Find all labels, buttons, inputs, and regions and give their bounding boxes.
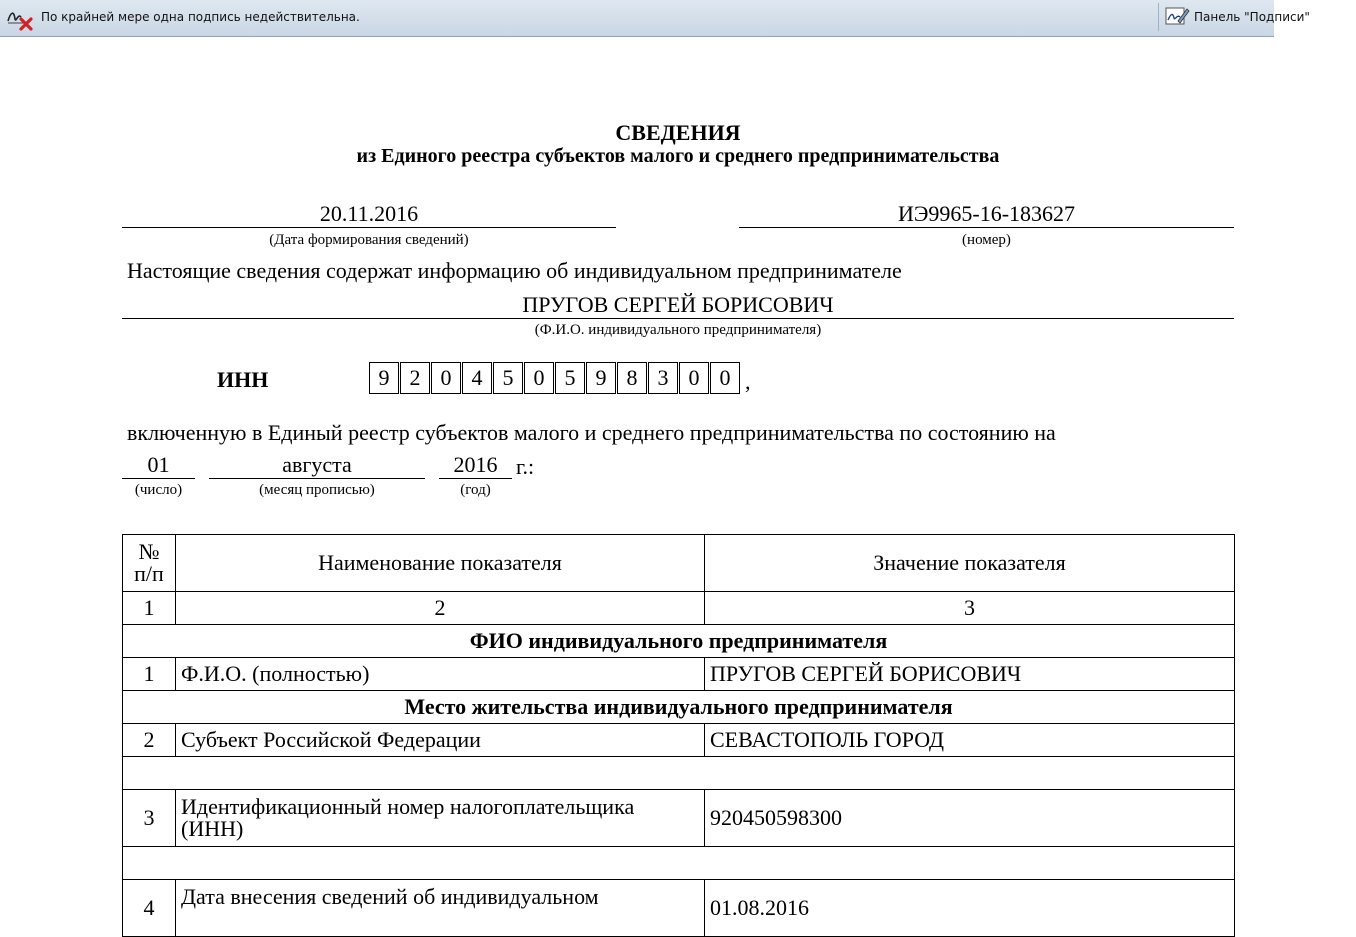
number-underline bbox=[739, 227, 1234, 228]
empty-cell bbox=[123, 847, 1235, 880]
inn-digit: 2 bbox=[400, 362, 430, 394]
header-number-line1: № bbox=[138, 539, 160, 564]
header-indicator-value: Значение показателя bbox=[705, 535, 1235, 592]
indicator-value: ПРУГОВ СЕРГЕЙ БОРИСОВИЧ bbox=[705, 658, 1235, 691]
registry-table bbox=[122, 534, 1235, 937]
column-number: 1 bbox=[123, 592, 176, 625]
inn-digit: 0 bbox=[710, 362, 740, 394]
table-row bbox=[123, 790, 1235, 847]
table-row bbox=[123, 658, 1235, 691]
column-number: 3 bbox=[705, 592, 1235, 625]
inn-digit: 3 bbox=[648, 362, 678, 394]
inn-digit: 9 bbox=[369, 362, 399, 394]
indicator-name-line1: Дата внесения сведений об индивидуальном bbox=[181, 884, 599, 909]
empty-row bbox=[123, 757, 1235, 790]
indicator-value: 920450598300 bbox=[705, 790, 1235, 847]
indicator-name: Ф.И.О. (полностью) bbox=[176, 658, 705, 691]
indicator-value: СЕВАСТОПОЛЬ ГОРОД bbox=[705, 724, 1235, 757]
entrepreneur-name: ПРУГОВ СЕРГЕЙ БОРИСОВИЧ bbox=[522, 292, 834, 317]
year-caption: (год) bbox=[460, 482, 491, 498]
table-row bbox=[123, 724, 1235, 757]
document-subtitle: из Единого реестра субъектов малого и среднего предпринимательства bbox=[356, 145, 1000, 167]
indicator-name: Субъект Российской Федерации bbox=[176, 724, 705, 757]
month-underline bbox=[209, 478, 425, 479]
row-number: 2 bbox=[123, 724, 176, 757]
inclusion-text: включенную в Единый реестр субъектов малого и среднего предпринимательства по состоянию на bbox=[127, 420, 1056, 445]
signature-pen-icon bbox=[1165, 5, 1189, 27]
inn-digit: 9 bbox=[586, 362, 616, 394]
record-number: ИЭ9965-16-183627 bbox=[897, 201, 1076, 226]
signatures-panel-button[interactable] bbox=[1158, 3, 1310, 31]
header-number bbox=[123, 535, 176, 592]
as-of-day: 01 bbox=[147, 452, 170, 477]
date-caption: (Дата формирования сведений) bbox=[269, 232, 469, 248]
row-number: 1 bbox=[123, 658, 176, 691]
year-suffix: г.: bbox=[516, 454, 535, 479]
year-underline bbox=[439, 478, 512, 479]
inn-digit: 5 bbox=[555, 362, 585, 394]
header-indicator-name: Наименование показателя bbox=[176, 535, 705, 592]
month-caption: (месяц прописью) bbox=[259, 482, 375, 498]
section-row bbox=[123, 625, 1235, 658]
indicator-name-line1: Идентификационный номер налогоплательщика bbox=[181, 794, 635, 819]
document-title: СВЕДЕНИЯ bbox=[615, 120, 741, 145]
inn-label: ИНН bbox=[217, 367, 269, 392]
inn-digit: 4 bbox=[462, 362, 492, 394]
inn-digit: 0 bbox=[524, 362, 554, 394]
column-numbers-row bbox=[123, 592, 1235, 625]
table-header-row bbox=[123, 535, 1235, 592]
empty-row bbox=[123, 847, 1235, 880]
inn-digit: 0 bbox=[431, 362, 461, 394]
column-number: 2 bbox=[176, 592, 705, 625]
inn-digit: 5 bbox=[493, 362, 523, 394]
inn-digit: 8 bbox=[617, 362, 647, 394]
invalid-signature-icon bbox=[6, 5, 34, 31]
row-number: 3 bbox=[123, 790, 176, 847]
section-heading: ФИО индивидуального предпринимателя bbox=[123, 625, 1235, 658]
name-underline bbox=[122, 318, 1234, 319]
day-caption: (число) bbox=[134, 482, 183, 498]
signature-warning-bar bbox=[0, 0, 1310, 37]
indicator-name-line2: (ИНН) bbox=[181, 816, 244, 841]
row-number: 4 bbox=[123, 880, 176, 937]
indicator-value: 01.08.2016 bbox=[705, 880, 1235, 937]
section-row bbox=[123, 691, 1235, 724]
signatures-panel-label: Панель "Подписи" bbox=[1194, 10, 1310, 24]
signature-warning-message: По крайней мере одна подпись недействительна. bbox=[41, 10, 360, 24]
as-of-year: 2016 bbox=[453, 452, 498, 477]
date-underline bbox=[122, 227, 616, 228]
table-row bbox=[123, 880, 1235, 937]
document-page bbox=[0, 37, 1274, 920]
name-caption: (Ф.И.О. индивидуального предпринимателя) bbox=[534, 322, 822, 338]
header-number-line2: п/п bbox=[134, 561, 164, 586]
formation-date: 20.11.2016 bbox=[319, 201, 419, 226]
empty-cell bbox=[123, 757, 1235, 790]
number-caption: (номер) bbox=[962, 232, 1011, 248]
inn-suffix: , bbox=[745, 369, 751, 394]
section-heading: Место жительства индивидуального предпринимателя bbox=[123, 691, 1235, 724]
indicator-name bbox=[176, 880, 705, 937]
indicator-name bbox=[176, 790, 705, 847]
as-of-month: августа bbox=[282, 452, 352, 477]
day-underline bbox=[122, 478, 195, 479]
intro-text: Настоящие сведения содержат информацию об индивидуальном предпринимателе bbox=[127, 258, 902, 283]
inn-digit: 0 bbox=[679, 362, 709, 394]
